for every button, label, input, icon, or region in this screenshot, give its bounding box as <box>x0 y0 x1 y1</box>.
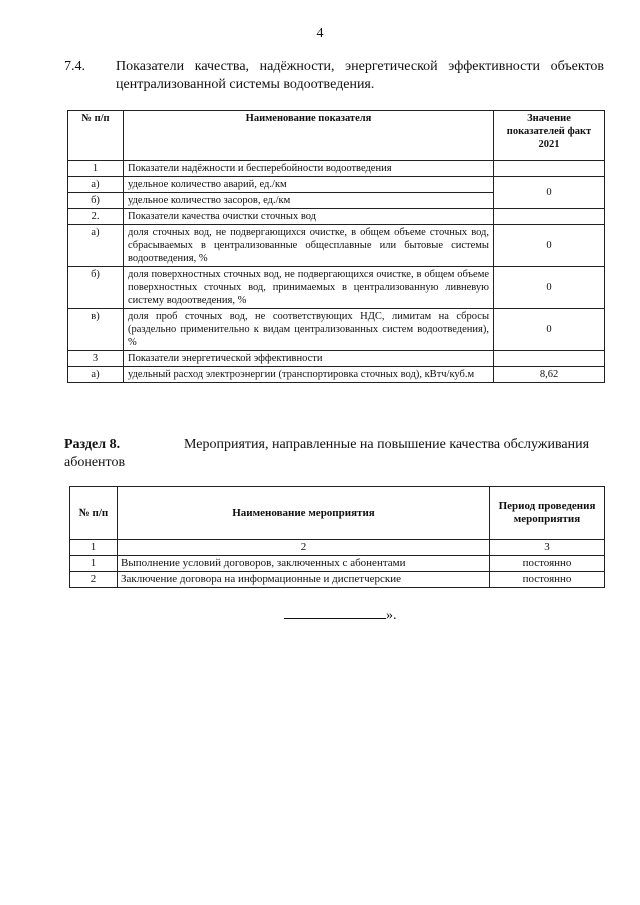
row-name: удельный расход электроэнергии (транспортировка сточных вод), кВтч/куб.м <box>124 367 494 383</box>
row-value: 8,62 <box>494 367 605 383</box>
section-7-4-title: Показатели качества, надёжности, энергетической эффективности объектов централизованной системы водоотведения. <box>116 59 604 92</box>
row-name: Показатели надёжности и бесперебойности водоотведения <box>124 161 494 177</box>
table-row <box>68 351 605 367</box>
row-value: 0 <box>494 225 605 267</box>
row-value <box>494 351 605 367</box>
col-number: 1 <box>70 540 118 556</box>
section-8-title-line2: абонентов <box>64 455 126 470</box>
row-num: 2 <box>70 572 118 588</box>
row-value <box>494 209 605 225</box>
header-num: № п/п <box>68 111 124 161</box>
row-name: Заключение договора на информационные и диспетчерские <box>118 572 490 588</box>
table-row <box>68 225 605 267</box>
header-indicator-name: Наименование показателя <box>124 111 494 161</box>
col-number: 3 <box>490 540 605 556</box>
closing-quote: ». <box>386 608 397 623</box>
row-num: б) <box>68 193 124 209</box>
table-row <box>70 572 605 588</box>
section-8-label: Раздел 8. <box>64 437 121 452</box>
row-period: постоянно <box>490 556 605 572</box>
row-name: Выполнение условий договоров, заключенных с абонентами <box>118 556 490 572</box>
table-row <box>70 556 605 572</box>
row-name: Показатели качества очистки сточных вод <box>124 209 494 225</box>
row-period: постоянно <box>490 572 605 588</box>
measures-table <box>69 486 605 588</box>
header-measure-name: Наименование мероприятия <box>118 487 490 540</box>
row-name: доля сточных вод, не подвергающихся очистке, в общем объеме сточных вод, сбрасываемых в централизованные общесплавные или бытовые системы водоотведения, % <box>124 225 494 267</box>
table-row <box>68 267 605 309</box>
signature-line <box>284 606 386 619</box>
row-name: доля проб сточных вод, не соответствующих НДС, лимитам на сбросы (раздельно применительно к видам централизованных систем водоотведения), % <box>124 309 494 351</box>
indicators-table-header-row <box>68 111 605 161</box>
row-num: а) <box>68 177 124 193</box>
table-row <box>68 209 605 225</box>
page-number: 4 <box>316 26 324 41</box>
table-row <box>68 177 605 193</box>
row-name: доля поверхностных сточных вод, не подвергающихся очистке, в общем объеме поверхностных сточных вод, принимаемых в централизованную ливневую систему водоотведения, % <box>124 267 494 309</box>
row-name: удельное количество засоров, ед./км <box>124 193 494 209</box>
row-num: а) <box>68 367 124 383</box>
closing-mark <box>284 606 397 624</box>
table-row <box>68 367 605 383</box>
row-value <box>494 161 605 177</box>
row-value: 0 <box>494 267 605 309</box>
row-name: Показатели энергетической эффективности <box>124 351 494 367</box>
row-num: а) <box>68 225 124 267</box>
indicators-table <box>67 110 605 383</box>
row-num: 1 <box>70 556 118 572</box>
table-row <box>68 161 605 177</box>
row-value: 0 <box>494 309 605 351</box>
measures-table-header-row <box>70 487 605 540</box>
header-period: Период проведения мероприятия <box>490 487 605 540</box>
row-num: в) <box>68 309 124 351</box>
row-num: 1 <box>68 161 124 177</box>
row-num: 2. <box>68 209 124 225</box>
row-num: б) <box>68 267 124 309</box>
table-row <box>68 309 605 351</box>
header-value: Значение показателей факт 2021 <box>494 111 605 161</box>
row-num: 3 <box>68 351 124 367</box>
column-number-row <box>70 540 605 556</box>
section-8-title-line1: Мероприятия, направленные на повышение качества обслуживания <box>184 437 590 452</box>
row-name: удельное количество аварий, ед./км <box>124 177 494 193</box>
row-value: 0 <box>494 177 605 209</box>
col-number: 2 <box>118 540 490 556</box>
header-num: № п/п <box>70 487 118 540</box>
section-7-4-number: 7.4. <box>64 59 85 74</box>
